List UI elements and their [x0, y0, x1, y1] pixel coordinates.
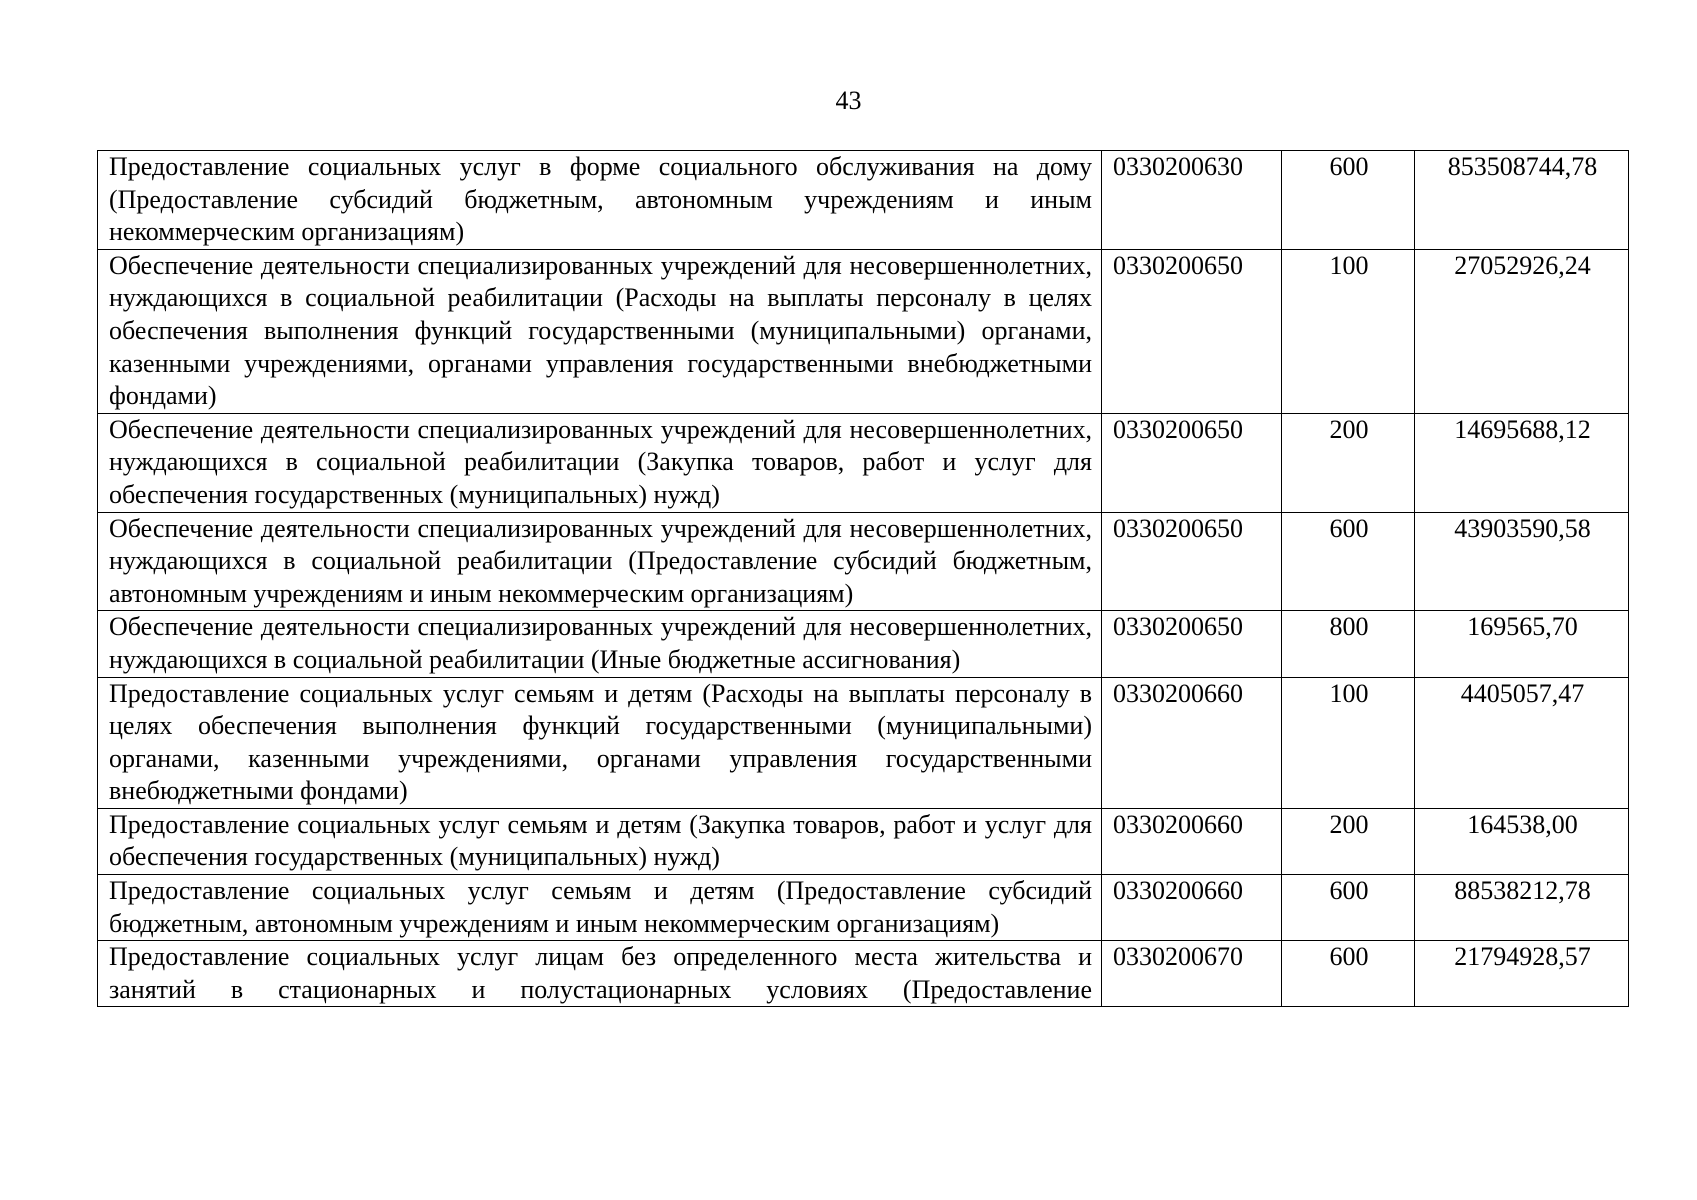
target-article-code: 0330200660	[1102, 677, 1282, 808]
expense-type-code: 800	[1282, 611, 1415, 677]
amount: 4405057,47	[1415, 677, 1629, 808]
table-row	[98, 249, 1629, 413]
budget-table	[97, 150, 1629, 1007]
table-row	[98, 677, 1629, 808]
table-row	[98, 611, 1629, 677]
expense-description: Предоставление социальных услуг семьям и детям (Предоставление субсидий бюджетным, автономным учреждениям и иным некоммерческим организациям)	[98, 875, 1102, 941]
table-row	[98, 413, 1629, 512]
expense-description: Предоставление социальных услуг в форме социального обслуживания на дому (Предоставление субсидий бюджетным, автономным учреждениям и иным некоммерческим организациям)	[98, 151, 1102, 250]
expense-description: Обеспечение деятельности специализированных учреждений для несовершеннолетних, нуждающихся в социальной реабилитации (Иные бюджетные ассигнования)	[98, 611, 1102, 677]
target-article-code: 0330200650	[1102, 413, 1282, 512]
amount: 853508744,78	[1415, 151, 1629, 250]
target-article-code: 0330200630	[1102, 151, 1282, 250]
expense-type-code: 600	[1282, 151, 1415, 250]
expense-description: Обеспечение деятельности специализированных учреждений для несовершеннолетних, нуждающихся в социальной реабилитации (Закупка товаров, работ и услуг для обеспечения государственных (муниципальных) нужд)	[98, 413, 1102, 512]
amount: 43903590,58	[1415, 512, 1629, 611]
amount: 21794928,57	[1415, 941, 1629, 1007]
amount: 164538,00	[1415, 808, 1629, 874]
table-row	[98, 941, 1629, 1007]
expense-description: Предоставление социальных услуг семьям и детям (Закупка товаров, работ и услуг для обеспечения государственных (муниципальных) нужд)	[98, 808, 1102, 874]
table-row	[98, 808, 1629, 874]
expense-description: Предоставление социальных услуг семьям и детям (Расходы на выплаты персоналу в целях обеспечения выполнения функций государственными (муниципальными) органами, казенными учреждениями, органами управления государственными внебюджетными фондами)	[98, 677, 1102, 808]
target-article-code: 0330200660	[1102, 875, 1282, 941]
target-article-code: 0330200650	[1102, 611, 1282, 677]
table-row	[98, 512, 1629, 611]
expense-type-code: 100	[1282, 249, 1415, 413]
amount: 169565,70	[1415, 611, 1629, 677]
expense-description: Обеспечение деятельности специализированных учреждений для несовершеннолетних, нуждающихся в социальной реабилитации (Расходы на выплаты персоналу в целях обеспечения выполнения функций государственными (муниципальными) органами, казенными учреждениями, органами управления государственными внебюджетными фондами)	[98, 249, 1102, 413]
expense-type-code: 200	[1282, 413, 1415, 512]
table-row	[98, 151, 1629, 250]
amount: 14695688,12	[1415, 413, 1629, 512]
expense-type-code: 600	[1282, 512, 1415, 611]
expense-type-code: 600	[1282, 941, 1415, 1007]
amount: 88538212,78	[1415, 875, 1629, 941]
expense-type-code: 600	[1282, 875, 1415, 941]
expense-description: Предоставление социальных услуг лицам без определенного места жительства и занятий в стационарных и полустационарных условиях (Предоставление	[98, 941, 1102, 1007]
expense-type-code: 100	[1282, 677, 1415, 808]
target-article-code: 0330200660	[1102, 808, 1282, 874]
table-row	[98, 875, 1629, 941]
target-article-code: 0330200670	[1102, 941, 1282, 1007]
amount: 27052926,24	[1415, 249, 1629, 413]
target-article-code: 0330200650	[1102, 249, 1282, 413]
expense-type-code: 200	[1282, 808, 1415, 874]
page-number: 43	[835, 86, 862, 115]
expense-description: Обеспечение деятельности специализированных учреждений для несовершеннолетних, нуждающихся в социальной реабилитации (Предоставление субсидий бюджетным, автономным учреждениям и иным некоммерческим организациям)	[98, 512, 1102, 611]
target-article-code: 0330200650	[1102, 512, 1282, 611]
